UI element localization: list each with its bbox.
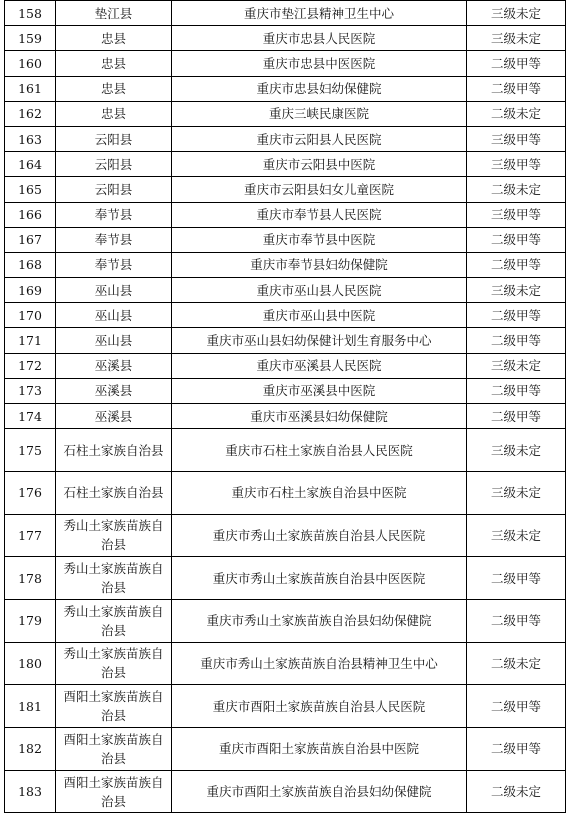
table-row xyxy=(5,685,566,728)
county-cell: 奉节县 xyxy=(56,227,172,252)
hospital-name-cell: 重庆市奉节县人民医院 xyxy=(172,202,467,227)
table-row xyxy=(5,101,566,126)
county-cell: 云阳县 xyxy=(56,126,172,151)
row-number-cell: 164 xyxy=(5,152,56,177)
row-number-cell: 162 xyxy=(5,101,56,126)
county-cell: 垫江县 xyxy=(56,1,172,26)
hospital-level-cell: 二级甲等 xyxy=(467,378,566,403)
row-number-cell: 159 xyxy=(5,26,56,51)
hospital-level-cell: 二级甲等 xyxy=(467,557,566,600)
county-cell: 巫山县 xyxy=(56,303,172,328)
table-row xyxy=(5,278,566,303)
county-cell: 秀山土家族苗族自治县 xyxy=(56,557,172,600)
hospital-level-cell: 二级甲等 xyxy=(467,328,566,353)
hospital-name-cell: 重庆市忠县妇幼保健院 xyxy=(172,76,467,101)
hospital-name-cell: 重庆市奉节县妇幼保健院 xyxy=(172,252,467,277)
row-number-cell: 158 xyxy=(5,1,56,26)
county-cell: 云阳县 xyxy=(56,177,172,202)
county-cell: 巫山县 xyxy=(56,328,172,353)
hospital-level-cell: 二级未定 xyxy=(467,177,566,202)
county-cell: 秀山土家族苗族自治县 xyxy=(56,642,172,685)
row-number-cell: 171 xyxy=(5,328,56,353)
hospital-name-cell: 重庆市酉阳土家族苗族自治县中医院 xyxy=(172,728,467,771)
hospital-level-cell: 三级未定 xyxy=(467,278,566,303)
hospital-name-cell: 重庆市云阳县人民医院 xyxy=(172,126,467,151)
table-row xyxy=(5,252,566,277)
table-row xyxy=(5,227,566,252)
hospital-name-cell: 重庆三峡民康医院 xyxy=(172,101,467,126)
county-cell: 巫溪县 xyxy=(56,353,172,378)
county-cell: 酉阳土家族苗族自治县 xyxy=(56,728,172,771)
hospital-name-cell: 重庆市巫溪县妇幼保健院 xyxy=(172,404,467,429)
county-cell: 巫溪县 xyxy=(56,378,172,403)
hospital-level-cell: 二级未定 xyxy=(467,101,566,126)
hospital-name-cell: 重庆市云阳县妇女儿童医院 xyxy=(172,177,467,202)
hospital-name-cell: 重庆市石柱土家族自治县人民医院 xyxy=(172,429,467,472)
table-row xyxy=(5,1,566,26)
county-cell: 奉节县 xyxy=(56,252,172,277)
row-number-cell: 176 xyxy=(5,471,56,514)
hospital-name-cell: 重庆市云阳县中医院 xyxy=(172,152,467,177)
hospital-name-cell: 重庆市秀山土家族苗族自治县中医医院 xyxy=(172,557,467,600)
hospital-level-cell: 二级甲等 xyxy=(467,685,566,728)
hospital-name-cell: 重庆市忠县中医医院 xyxy=(172,51,467,76)
row-number-cell: 168 xyxy=(5,252,56,277)
hospital-name-cell: 重庆市秀山土家族苗族自治县妇幼保健院 xyxy=(172,599,467,642)
table-row xyxy=(5,378,566,403)
county-cell: 忠县 xyxy=(56,76,172,101)
table-row xyxy=(5,303,566,328)
table-row xyxy=(5,514,566,557)
hospital-level-cell: 二级未定 xyxy=(467,642,566,685)
hospital-level-cell: 三级甲等 xyxy=(467,202,566,227)
table-row xyxy=(5,328,566,353)
table-row xyxy=(5,728,566,771)
hospital-name-cell: 重庆市巫山县人民医院 xyxy=(172,278,467,303)
hospital-level-cell: 三级甲等 xyxy=(467,126,566,151)
hospital-name-cell: 重庆市酉阳土家族苗族自治县人民医院 xyxy=(172,685,467,728)
row-number-cell: 161 xyxy=(5,76,56,101)
hospital-level-cell: 二级甲等 xyxy=(467,599,566,642)
county-cell: 忠县 xyxy=(56,101,172,126)
row-number-cell: 172 xyxy=(5,353,56,378)
table-row xyxy=(5,404,566,429)
table-body xyxy=(5,1,566,813)
row-number-cell: 178 xyxy=(5,557,56,600)
hospital-name-cell: 重庆市巫山县中医院 xyxy=(172,303,467,328)
hospital-level-cell: 三级未定 xyxy=(467,514,566,557)
hospital-level-cell: 三级未定 xyxy=(467,429,566,472)
hospital-level-cell: 二级甲等 xyxy=(467,252,566,277)
county-cell: 石柱土家族自治县 xyxy=(56,471,172,514)
county-cell: 巫溪县 xyxy=(56,404,172,429)
table-row xyxy=(5,152,566,177)
table-row xyxy=(5,26,566,51)
hospital-name-cell: 重庆市忠县人民医院 xyxy=(172,26,467,51)
hospital-name-cell: 重庆市巫山县妇幼保健计划生育服务中心 xyxy=(172,328,467,353)
row-number-cell: 183 xyxy=(5,770,56,813)
county-cell: 巫山县 xyxy=(56,278,172,303)
row-number-cell: 163 xyxy=(5,126,56,151)
hospital-level-cell: 二级甲等 xyxy=(467,227,566,252)
hospital-level-cell: 二级甲等 xyxy=(467,303,566,328)
county-cell: 酉阳土家族苗族自治县 xyxy=(56,685,172,728)
hospital-name-cell: 重庆市巫溪县中医院 xyxy=(172,378,467,403)
table-row xyxy=(5,202,566,227)
row-number-cell: 166 xyxy=(5,202,56,227)
county-cell: 酉阳土家族苗族自治县 xyxy=(56,770,172,813)
hospital-level-cell: 二级甲等 xyxy=(467,76,566,101)
table-row xyxy=(5,51,566,76)
hospital-name-cell: 重庆市秀山土家族苗族自治县精神卫生中心 xyxy=(172,642,467,685)
county-cell: 奉节县 xyxy=(56,202,172,227)
hospital-name-cell: 重庆市垫江县精神卫生中心 xyxy=(172,1,467,26)
hospital-level-cell: 二级甲等 xyxy=(467,51,566,76)
row-number-cell: 179 xyxy=(5,599,56,642)
hospital-level-cell: 三级未定 xyxy=(467,471,566,514)
row-number-cell: 182 xyxy=(5,728,56,771)
hospital-level-cell: 三级甲等 xyxy=(467,152,566,177)
row-number-cell: 173 xyxy=(5,378,56,403)
county-cell: 秀山土家族苗族自治县 xyxy=(56,514,172,557)
table-row xyxy=(5,557,566,600)
hospital-name-cell: 重庆市秀山土家族苗族自治县人民医院 xyxy=(172,514,467,557)
county-cell: 秀山土家族苗族自治县 xyxy=(56,599,172,642)
county-cell: 忠县 xyxy=(56,51,172,76)
row-number-cell: 167 xyxy=(5,227,56,252)
hospital-level-cell: 二级甲等 xyxy=(467,404,566,429)
hospital-name-cell: 重庆市巫溪县人民医院 xyxy=(172,353,467,378)
county-cell: 云阳县 xyxy=(56,152,172,177)
row-number-cell: 174 xyxy=(5,404,56,429)
table-row xyxy=(5,599,566,642)
hospital-level-cell: 二级甲等 xyxy=(467,728,566,771)
table-row xyxy=(5,429,566,472)
hospital-level-cell: 二级未定 xyxy=(467,770,566,813)
hospital-level-cell: 三级未定 xyxy=(467,26,566,51)
hospital-table xyxy=(4,0,566,813)
row-number-cell: 181 xyxy=(5,685,56,728)
table-row xyxy=(5,126,566,151)
table-row xyxy=(5,353,566,378)
table-row xyxy=(5,471,566,514)
row-number-cell: 180 xyxy=(5,642,56,685)
table-row xyxy=(5,177,566,202)
hospital-level-cell: 三级未定 xyxy=(467,1,566,26)
row-number-cell: 165 xyxy=(5,177,56,202)
hospital-name-cell: 重庆市奉节县中医院 xyxy=(172,227,467,252)
hospital-name-cell: 重庆市石柱土家族自治县中医院 xyxy=(172,471,467,514)
row-number-cell: 170 xyxy=(5,303,56,328)
county-cell: 忠县 xyxy=(56,26,172,51)
hospital-level-cell: 三级未定 xyxy=(467,353,566,378)
table-row xyxy=(5,76,566,101)
row-number-cell: 177 xyxy=(5,514,56,557)
row-number-cell: 169 xyxy=(5,278,56,303)
table-row xyxy=(5,642,566,685)
table-row xyxy=(5,770,566,813)
row-number-cell: 175 xyxy=(5,429,56,472)
hospital-name-cell: 重庆市酉阳土家族苗族自治县妇幼保健院 xyxy=(172,770,467,813)
row-number-cell: 160 xyxy=(5,51,56,76)
county-cell: 石柱土家族自治县 xyxy=(56,429,172,472)
